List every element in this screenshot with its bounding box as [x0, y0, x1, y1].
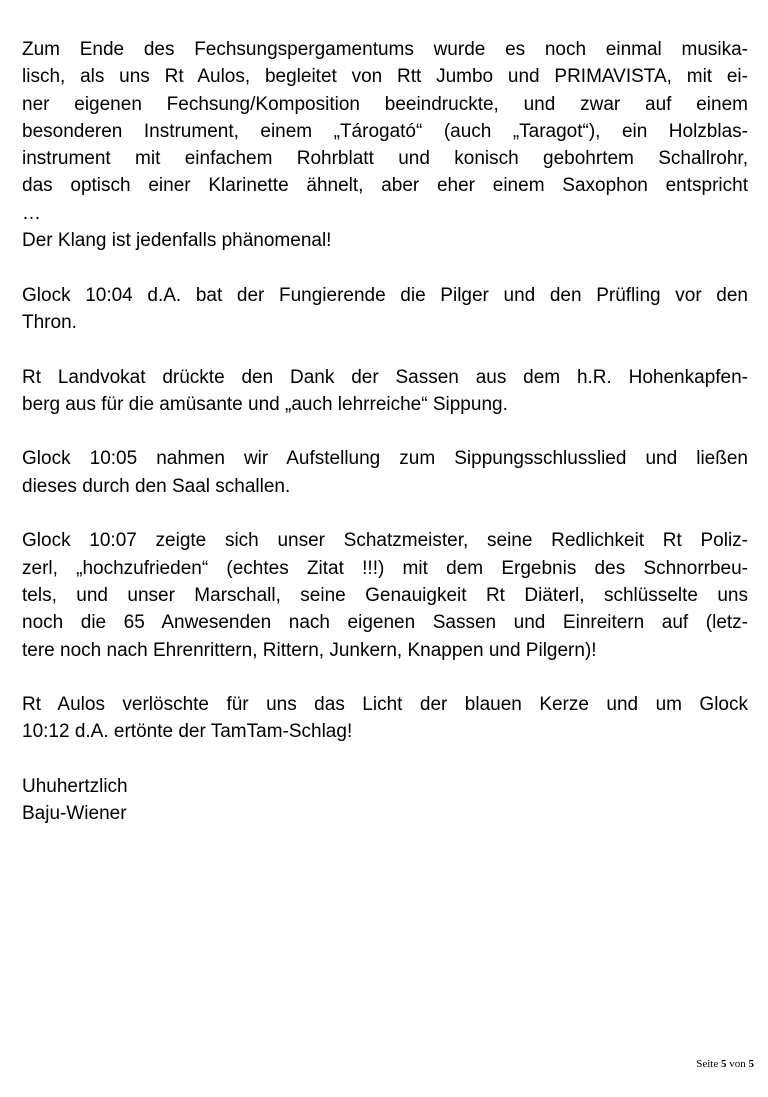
paragraph: [22, 36, 748, 254]
paragraph: [22, 527, 748, 663]
footer-prefix: Seite: [696, 1058, 719, 1070]
paragraph: [22, 282, 748, 337]
text-line: zerl, „hochzufrieden“ (echtes Zitat !!!) mit dem Ergebnis des Schnorrbeu-: [22, 557, 748, 579]
text-line: …: [22, 202, 41, 224]
paragraph: [22, 445, 748, 500]
text-line: Glock 10:04 d.A. bat der Fungierende die Pilger und den Prüfling vor den: [22, 284, 748, 306]
text-line: noch die 65 Anwesenden nach eigenen Sassen und Einreitern auf (letz-: [22, 612, 748, 634]
paragraph: [22, 364, 748, 419]
text-line: 10:12 d.A. ertönte der TamTam-Schlag!: [22, 721, 353, 743]
footer-total-pages: 5: [748, 1058, 754, 1070]
footer-current-page: 5: [721, 1058, 727, 1070]
text-line: das optisch einer Klarinette ähnelt, aber eher einem Saxophon entspricht: [22, 175, 748, 197]
text-line: Der Klang ist jedenfalls phänomenal!: [22, 230, 332, 252]
text-line: Uhuhertzlich: [22, 776, 128, 798]
text-line: Baju-Wiener: [22, 803, 127, 825]
page-footer: [696, 1058, 754, 1070]
text-line: instrument mit einfachem Rohrblatt und konisch gebohrtem Schallrohr,: [22, 148, 748, 170]
text-line: dieses durch den Saal schallen.: [22, 475, 291, 497]
paragraph: [22, 691, 748, 746]
text-line: Glock 10:07 zeigte sich unser Schatzmeister, seine Redlichkeit Rt Poliz-: [22, 530, 748, 552]
text-line: besonderen Instrument, einem „Tárogató“ (auch „Taragot“), ein Holzblas-: [22, 120, 748, 142]
text-line: Glock 10:05 nahmen wir Aufstellung zum Sippungsschlusslied und ließen: [22, 448, 748, 470]
text-line: Zum Ende des Fechsungspergamentums wurde es noch einmal musika-: [22, 39, 748, 60]
paragraph: [22, 773, 748, 828]
text-line: berg aus für die amüsante und „auch lehrreiche“ Sippung.: [22, 393, 508, 415]
text-line: Thron.: [22, 311, 77, 333]
footer-separator: von: [729, 1058, 746, 1070]
text-line: ner eigenen Fechsung/Komposition beeindruckte, und zwar auf einem: [22, 93, 748, 115]
text-line: Rt Landvokat drückte den Dank der Sassen aus dem h.R. Hohenkapfen-: [22, 366, 748, 388]
text-line: tels, und unser Marschall, seine Genauigkeit Rt Diäterl, schlüsselte uns: [22, 584, 748, 606]
text-line: lisch, als uns Rt Aulos, begleitet von Rtt Jumbo und PRIMAVISTA, mit ei-: [22, 66, 748, 88]
text-line: Rt Aulos verlöschte für uns das Licht der blauen Kerze und um Glock: [22, 694, 748, 716]
document-body: [22, 36, 748, 855]
text-line: tere noch nach Ehrenrittern, Rittern, Junkern, Knappen und Pilgern)!: [22, 639, 597, 661]
